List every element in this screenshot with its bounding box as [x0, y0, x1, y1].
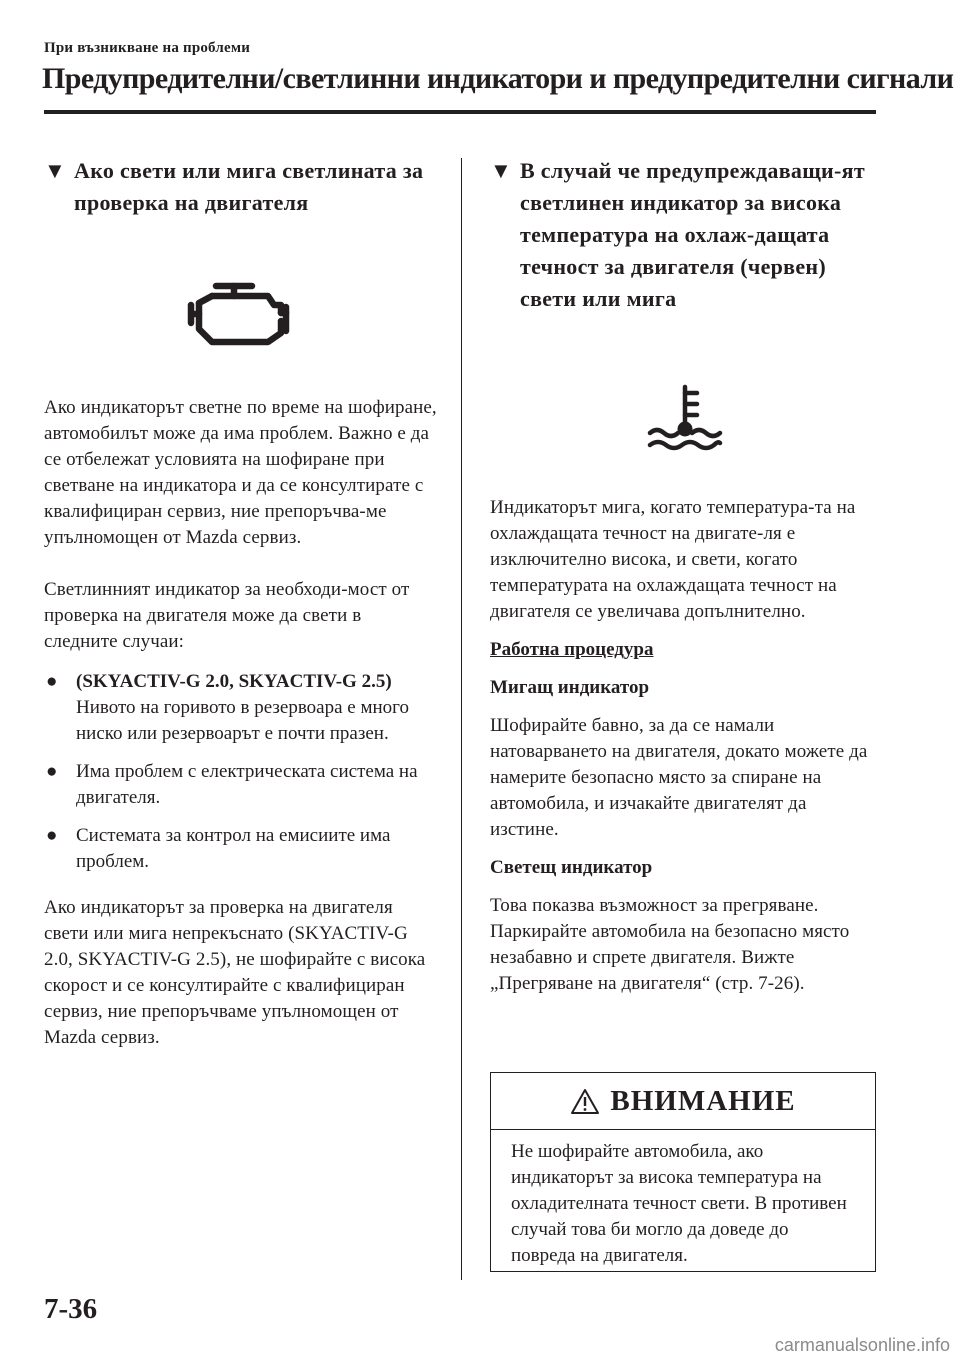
caution-text: Не шофирайте автомобила, ако индикаторът за висока температура на охладителната течност свети. В противен случай това би могло да доведе до повреда на двигателя.: [511, 1141, 847, 1266]
lit-indicator-text: Това показва възможност за прегряване. Паркирайте автомобила на безопасно място незабавно и спрете двигателя. Вижте „Прегряване на двигателя“ (стр. 7-26).: [490, 895, 850, 994]
chapter-title: Предупредителни/светлинни индикатори и предупредителни сигнали: [42, 62, 954, 95]
left-column: [44, 155, 439, 1051]
check-engine-icon-wrap: [44, 281, 439, 349]
caution-header: [491, 1073, 875, 1130]
left-paragraph-3: Ако индикаторът за проверка на двигателя свети или мига непрекъснато (SKYACTIV-G 2.0, SKYACTIV-G 2.5), не шофирайте с висока скорост и се консултирайте с квалифициран сервиз, ние препоръчваме упълномощен от Mazda сервиз.: [44, 897, 426, 1048]
conditions-list: [44, 669, 439, 875]
page-number: 7-36: [44, 1293, 98, 1325]
list-item-text: Системата за контрол на емисиите има проблем.: [76, 825, 391, 872]
coolant-icon-wrap: [490, 383, 880, 453]
caution-box: [490, 1072, 876, 1272]
coolant-temperature-icon: [647, 383, 723, 453]
flashing-indicator-title: Мигащ индикатор: [490, 677, 650, 698]
list-item: [44, 823, 439, 875]
left-paragraph-1: Ако индикаторът светне по време на шофиране, автомобилът може да има проблем. Важно е да се отбележат условията на шофиране при светване на индикатора и да се консултирате с квалифициран сервиз, ние препоръчва-ме упълномощен от Mazda сервиз.: [44, 397, 437, 548]
list-item-text: Нивото на горивото в резервоара е много ниско или резервоарът е почти празен.: [76, 697, 409, 744]
right-paragraph-1: Индикаторът мига, когато температура-та на охлаждащата течност на двигате-ля е изключително висока, и свети, когато температурата на охлаждащата течност на двигателя се увеличава допълнително.: [490, 497, 856, 622]
bullet-icon: ●: [46, 761, 58, 782]
list-item-bold: (SKYACTIV-G 2.0, SKYACTIV-G 2.5): [76, 671, 392, 692]
check-engine-heading-text: Ако свети или мига светлината за проверка на двигателя: [74, 158, 424, 215]
triangle-marker-icon: ▼: [490, 158, 513, 183]
left-paragraph-2: Светлинният индикатор за необходи-мост от проверка на двигателя може да свети в следните случаи:: [44, 579, 410, 652]
warning-triangle-icon: [570, 1088, 600, 1115]
watermark: carmanualsonline.info: [774, 1335, 950, 1355]
check-engine-icon: [186, 281, 298, 349]
bullet-icon: ●: [46, 671, 58, 692]
triangle-marker-icon: ▼: [44, 158, 67, 183]
bullet-icon: ●: [46, 825, 58, 846]
right-column: [490, 155, 880, 997]
header-rule: [44, 110, 876, 114]
flashing-indicator-text: Шофирайте бавно, за да се намали натоварването на двигателя, докато можете да намерите безопасно място за спиране на автомобила, и изчакайте двигателят да изстине.: [490, 715, 868, 840]
list-item-text: Има проблем с електрическата система на двигателя.: [76, 761, 418, 808]
lit-indicator-title: Светещ индикатор: [490, 857, 653, 878]
column-divider: [461, 158, 462, 1280]
section-label: При възникване на проблеми: [44, 40, 251, 56]
check-engine-heading: [44, 155, 439, 219]
list-item: [44, 669, 439, 747]
caution-title: ВНИМАНИЕ: [610, 1084, 796, 1117]
procedure-title: Работна процедура: [490, 639, 654, 660]
coolant-heading: [490, 155, 880, 315]
coolant-heading-text: В случай че предупреждаващи-ят светлинен индикатор за висока температура на охлаж-дащата течност за двигателя (червен) свети или мига: [520, 158, 865, 311]
list-item: [44, 759, 439, 811]
